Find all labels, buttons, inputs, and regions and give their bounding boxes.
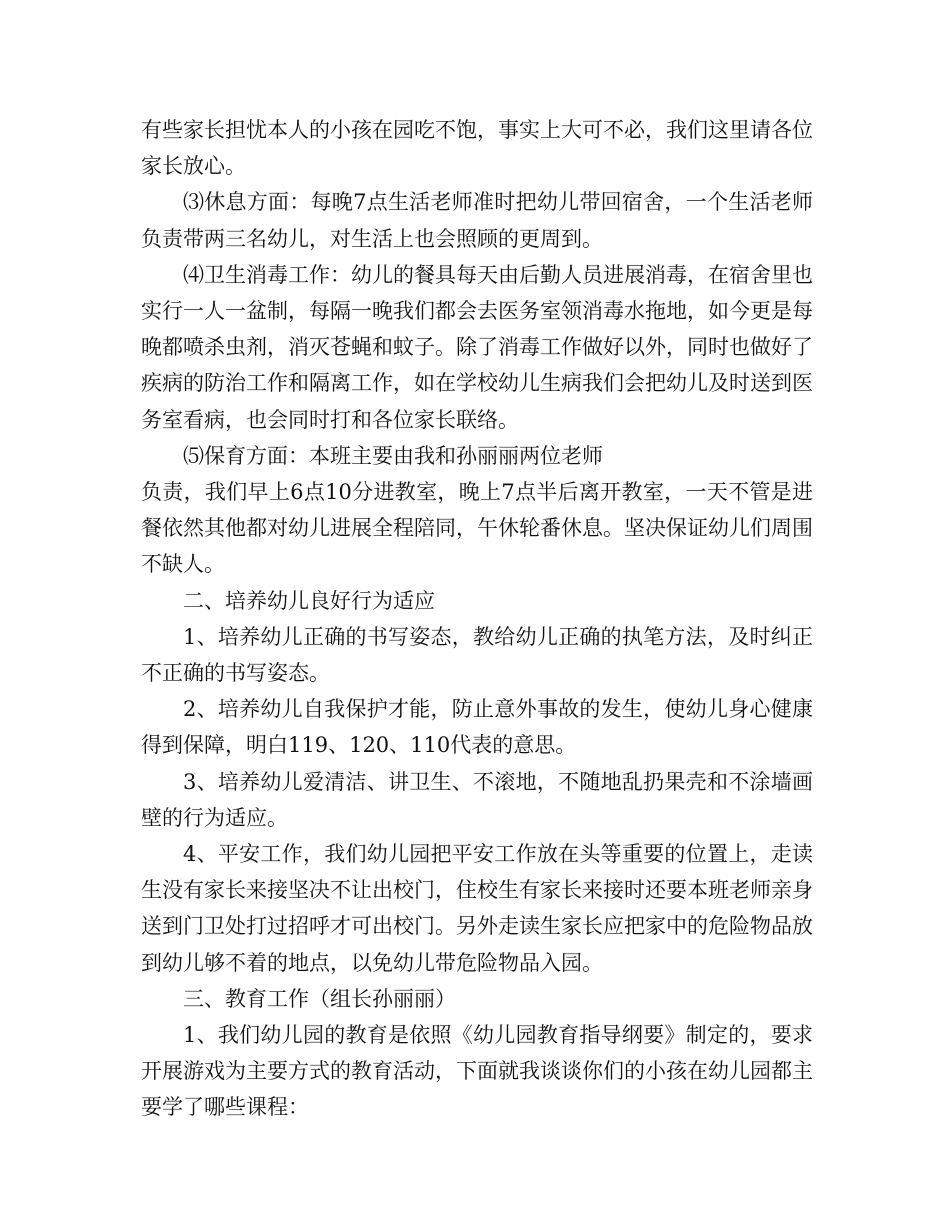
section-heading-education: 三、教育工作（组长孙丽丽） xyxy=(183,986,456,1011)
paragraph-parents-worry: 有些家长担忧本人的小孩在园吃不饱，事实上大可不必，我们这里请各位家长放心。 xyxy=(141,118,813,179)
paragraph-care-heading: ⑸保育方面：本班主要由我和孙丽丽两位老师 xyxy=(183,443,603,468)
paragraph-writing-posture: 1、培养幼儿正确的书写姿态，教给幼儿正确的执笔方法，及时纠正不正确的书写姿态。 xyxy=(141,624,813,686)
section-heading-behavior: 二、培养幼儿良好行为适应 xyxy=(183,588,435,613)
paragraph-rest: ⑶休息方面：每晚7点生活老师准时把幼儿带回宿舍，一个生活老师负责带两三名幼儿，对生活上也会照顾的更周到。 xyxy=(141,190,813,251)
paragraph-care-detail: 负责，我们早上6点10分进教室，晚上7点半后离开教室，一天不管是进餐依然其他都对幼儿进展全程陪同，午休轮番休息。坚决保证幼儿们周围不缺人。 xyxy=(141,480,813,577)
paragraph-curriculum: 1、我们幼儿园的教育是依照《幼儿园教育指导纲要》制定的，要求开展游戏为主要方式的教育活动，下面就我谈谈你们的小孩在幼儿园都主要学了哪些课程： xyxy=(141,1023,813,1120)
document-body xyxy=(141,112,813,1126)
paragraph-safety: 4、平安工作，我们幼儿园把平安工作放在头等重要的位置上，走读生没有家长来接坚决不让出校门，住校生有家长来接时还要本班老师亲身送到门卫处打过招呼才可出校门。另外走读生家长应把家中的危险物品放到幼儿够不着的地点，以免幼儿带危险物品入园。 xyxy=(141,842,813,975)
paragraph-self-protection: 2、培养幼儿自我保护才能，防止意外事故的发生，使幼儿身心健康得到保障，明白119、120、110代表的意思。 xyxy=(141,697,813,758)
paragraph-hygiene: ⑷卫生消毒工作：幼儿的餐具每天由后勤人员进展消毒，在宿舍里也实行一人一盆制，每隔一晚我们都会去医务室领消毒水拖地，如今更是每晚都喷杀虫剂，消灭苍蝇和蚊子。除了消毒工作做好以外，同时也做好了疾病的防治工作和隔离工作，如在学校幼儿生病我们会把幼儿及时送到医务室看病，也会同时打和各位家长联络。 xyxy=(141,262,813,432)
paragraph-cleanliness: 3、培养幼儿爱清洁、讲卫生、不滚地，不随地乱扔果壳和不涂墙画壁的行为适应。 xyxy=(141,769,813,830)
